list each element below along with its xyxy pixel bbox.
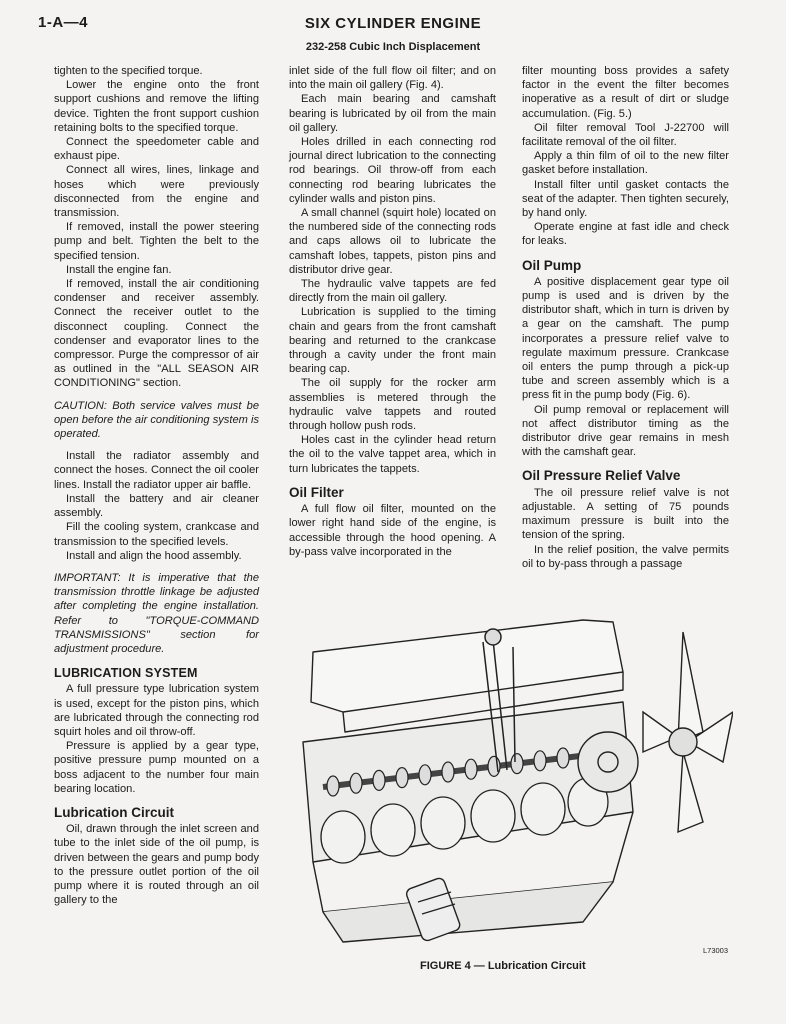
section-heading-lubrication-circuit: Lubrication Circuit: [54, 804, 175, 820]
paragraph: Pressure is applied by a gear type, positive pressure pump mounted on a boss adjacent to the number four main bearing location.: [54, 740, 259, 795]
paragraph: A full pressure type lubrication system is used, except for the piston pins, which are lubricated through the connecting rod squirt holes and oil throw-off.: [54, 683, 259, 738]
column-middle: [289, 64, 496, 559]
cam-lobe: [442, 762, 454, 782]
paragraph: A positive displacement gear type oil pump is used and is driven by the distributor shaft, which in turn is driven by a gear on the camshaft. The pump incorporates a pressure relief valve to regulate maximum pressure. Crankcase oil enters the pump through a pick-up tube and screen assembly which is a press fit in the pump body (Fig. 6).: [522, 275, 729, 402]
cam-lobe: [488, 756, 500, 776]
paragraph: Holes cast in the cylinder head return the oil to the valve tappet area, which in turn lubricates the tappets.: [289, 434, 496, 475]
paragraph: If removed, install the air conditioning condenser and receiver assembly. Connect the receiver outlet to the disconnect coupling. Connect the condenser and evaporator lines to the compressor. Purge the compressor of air as outlined in the "ALL SEASON AIR CONDITIONING" section.: [54, 278, 259, 390]
page-number: 1-A—4: [38, 14, 89, 31]
paragraph: Install and align the hood assembly.: [66, 549, 242, 562]
section-heading-lubrication-system: LUBRICATION SYSTEM: [54, 666, 198, 681]
section-heading-oil-filter: Oil Filter: [289, 484, 344, 500]
caution-note: CAUTION: Both service valves must be open before the air conditioning system is operated.: [54, 399, 259, 441]
paragraph: filter mounting boss provides a safety factor in the event the filter becomes inoperative as a result of dirt or sludge accumulation. (Fig. 5.): [522, 65, 729, 120]
figure-caption: FIGURE 4 — Lubrication Circuit: [420, 960, 586, 972]
cam-lobe: [511, 754, 523, 774]
page-title: SIX CYLINDER ENGINE: [304, 15, 482, 32]
oil-pan: [323, 882, 613, 942]
figure-code: L73003: [703, 946, 729, 955]
paragraph: Oil, drawn through the inlet screen and tube to the inlet side of the oil pump, is driven between the gears and pump body to the pressure outlet portion of the oil pump where it is routed through an oil gallery to the: [54, 823, 259, 907]
paragraph: Oil filter removal Tool J-22700 will facilitate removal of the oil filter.: [522, 121, 729, 149]
paragraph: Lower the engine onto the front support cushions and remove the lifting device. Tighten the front support cushion retaining bolts to the specified torque.: [54, 79, 259, 134]
important-note: IMPORTANT: It is imperative that the transmission throttle linkage be adjusted after completing the engine installation. Refer to "TORQUE-COMMAND TRANSMISSIONS" section for adjustment procedure.: [54, 571, 259, 655]
cam-lobe: [373, 770, 385, 790]
paragraph: Install the battery and air cleaner assembly.: [54, 492, 259, 520]
cam-lobe: [557, 748, 569, 768]
section-heading-oil-pressure-relief-valve: Oil Pressure Relief Valve: [522, 468, 681, 484]
paragraph: If removed, install the power steering pump and belt. Tighten the belt to the specified tension.: [54, 221, 259, 262]
cam-lobe: [327, 776, 339, 796]
paragraph: Connect the speedometer cable and exhaust pipe.: [54, 136, 259, 163]
cam-lobe: [350, 773, 362, 793]
paragraph: Oil pump removal or replacement will not affect distributor timing as the distributor drive gear remains in mesh with the camshaft gear.: [522, 403, 729, 459]
timing-sprocket: [578, 732, 638, 792]
paragraph: Install the radiator assembly and connect the hoses. Connect the oil cooler lines. Install the radiator upper air baffle.: [54, 450, 259, 491]
cam-lobe: [419, 765, 431, 785]
cam-lobe: [534, 751, 546, 771]
fan-icon: [643, 632, 733, 832]
paragraph: A full flow oil filter, mounted on the lower right hand side of the engine, is accessible through the hood opening. A by-pass valve incorporated in the: [289, 503, 496, 558]
engine-lubrication-illustration: [283, 612, 733, 954]
column-left: [54, 64, 259, 907]
column-right: [522, 64, 729, 571]
page-subtitle: 232-258 Cubic Inch Displacement: [305, 41, 481, 53]
cam-lobe: [465, 759, 477, 779]
paragraph: Each main bearing and camshaft bearing is lubricated by oil from the main oil gallery.: [289, 93, 496, 134]
paragraph: The hydraulic valve tappets are fed directly from the main oil gallery.: [289, 278, 496, 305]
paragraph: In the relief position, the valve permits oil to by-pass through a passage: [522, 543, 729, 570]
section-heading-oil-pump: Oil Pump: [522, 257, 582, 273]
paragraph: The oil supply for the rocker arm assemblies is metered through the hydraulic valve tappets and routed through hollow push rods.: [289, 377, 496, 433]
paragraph: tighten to the specified torque.: [54, 65, 203, 77]
paragraph: The oil pressure relief valve is not adjustable. A setting of 75 pounds maximum pressure is built into the tension of the spring.: [522, 486, 729, 542]
paragraph: Install the engine fan.: [66, 263, 172, 276]
paragraph: A small channel (squirt hole) located on the numbered side of the connecting rods and caps allows oil to lubricate the camshaft lobes, tappets, piston pins and distributor drive gear.: [289, 207, 496, 276]
paragraph: Operate engine at fast idle and check for leaks.: [522, 221, 729, 248]
paragraph: Apply a thin film of oil to the new filter gasket before installation.: [522, 150, 729, 177]
valve-cover: [311, 620, 623, 712]
cam-lobe: [396, 768, 408, 788]
paragraph: Lubrication is supplied to the timing chain and gears from the front camshaft bearing and returned to the crankcase through a cavity under the front main bearing cap.: [289, 306, 496, 376]
paragraph: Connect all wires, lines, linkage and hoses which were previously disconnected from the engine and transmission.: [54, 164, 259, 220]
paragraph: inlet side of the full flow oil filter; and on into the main oil gallery (Fig. 4).: [289, 65, 496, 92]
paragraph: Fill the cooling system, crankcase and transmission to the specified levels.: [54, 521, 259, 548]
paragraph: Holes drilled in each connecting rod journal direct lubrication to the connecting rod bearings. Oil throw-off from each connecting rod bearing lubricates the cylinder walls and piston pins.: [289, 136, 496, 205]
paragraph: Install filter until gasket contacts the seat of the adapter. Then tighten securely, by hand only.: [522, 178, 729, 220]
